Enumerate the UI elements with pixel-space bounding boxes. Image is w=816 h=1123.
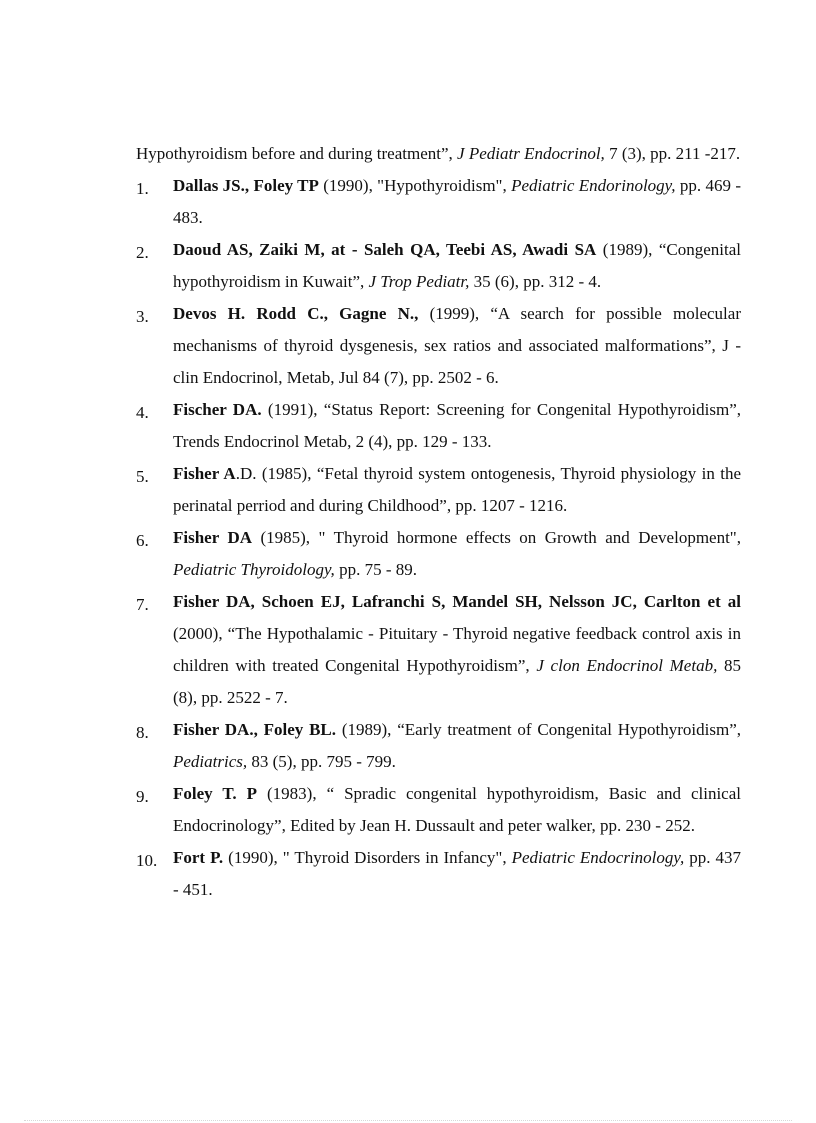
reference-number: 7. [136, 595, 149, 614]
reference-authors: Fort P. [173, 848, 224, 867]
reference-item [136, 778, 741, 842]
reference-text: .D. (1985), “Fetal thyroid system ontogenesis, Thyroid physiology in the perinatal perriod and during Childhood”, pp. 1207 - 1216. [173, 464, 741, 515]
reference-authors: Foley T. P [173, 784, 258, 803]
reference-source: J Trop Pediatr, [368, 272, 470, 291]
reference-number: 2. [136, 243, 149, 262]
reference-details: pp. 75 - 89. [334, 560, 417, 579]
reference-authors: Fisher DA, Schoen EJ, Lafranchi S, Mandel SH, Nelsson JC, Carlton et al [173, 592, 741, 611]
continuation-text: Hypothyroidism before and during treatment”, [136, 144, 458, 163]
reference-number: 1. [136, 179, 149, 198]
reference-details: 85 (8), pp. 2522 - 7. [173, 656, 741, 707]
reference-text: (1983), “ Spradic congenital hypothyroidism, Basic and clinical Endocrinology”, Edited by Jean H. Dussault and peter walker, pp. 230 - 252. [173, 784, 741, 835]
reference-source: Pediatric Thyroidology, [173, 560, 335, 579]
reference-list [136, 170, 741, 906]
continuation-journal: J Pediatr Endocrinol, [457, 144, 605, 163]
reference-item [136, 170, 741, 234]
reference-details: 35 (6), pp. 312 - 4. [469, 272, 602, 291]
continuation-details: 7 (3), pp. 211 -217. [604, 144, 741, 163]
reference-authors: Fisher DA [173, 528, 252, 547]
reference-number: 5. [136, 467, 149, 486]
reference-details: 83 (5), pp. 795 - 799. [247, 752, 396, 771]
reference-item [136, 842, 741, 906]
reference-authors: Dallas JS., Foley TP [173, 176, 319, 195]
reference-list-section [136, 138, 741, 906]
reference-number: 6. [136, 531, 149, 550]
reference-authors: Devos H. Rodd C., Gagne N., [173, 304, 419, 323]
reference-text: (1985), " Thyroid hormone effects on Growth and Development", [252, 528, 741, 547]
reference-authors: Fischer DA. [173, 400, 262, 419]
page-bottom-rule [24, 1120, 792, 1121]
reference-number: 8. [136, 723, 149, 742]
reference-source: Pediatric Endorinology, [511, 176, 676, 195]
reference-number: 3. [136, 307, 149, 326]
reference-text: (1990), " Thyroid Disorders in Infancy", [223, 848, 512, 867]
reference-text: (1990), "Hypothyroidism", [318, 176, 512, 195]
reference-source: Pediatric Endocrinology, [511, 848, 685, 867]
reference-number: 10. [136, 851, 158, 870]
reference-text: (1991), “Status Report: Screening for Congenital Hypothyroidism”, Trends Endocrinol Metab, 2 (4), pp. 129 - 133. [173, 400, 741, 451]
reference-source: J clon Endocrinol Metab, [536, 656, 718, 675]
reference-item [136, 714, 741, 778]
reference-text: (2000), “The Hypothalamic - Pituitary - Thyroid negative feedback control axis in children with treated Congenital Hypothyroidism”, [173, 624, 741, 675]
reference-text: (1989), “Early treatment of Congenital Hypothyroidism”, [336, 720, 741, 739]
reference-authors: Daoud AS, Zaiki M, at - Saleh QA, Teebi AS, Awadi SA [173, 240, 597, 259]
reference-item [136, 298, 741, 394]
reference-item [136, 234, 741, 298]
reference-item [136, 458, 741, 522]
reference-item [136, 522, 741, 586]
reference-continuation [136, 138, 741, 170]
reference-details: pp. 437 - 451. [173, 848, 742, 899]
reference-item [136, 394, 741, 458]
reference-text: (1999), “A search for possible molecular mechanisms of thyroid dysgenesis, sex ratios and associated malformations”, J - clin Endocrinol, Metab, Jul 84 (7), pp. 2502 - 6. [173, 304, 741, 387]
reference-authors: Fisher A [173, 464, 236, 483]
reference-details: pp. 469 - 483. [173, 176, 741, 227]
reference-source: Pediatrics, [173, 752, 248, 771]
reference-number: 4. [136, 403, 149, 422]
reference-authors: Fisher DA., Foley BL. [173, 720, 337, 739]
reference-number: 9. [136, 787, 149, 806]
reference-text: (1989), “Congenital hypothyroidism in Kuwait”, [173, 240, 742, 291]
reference-item [136, 586, 741, 714]
